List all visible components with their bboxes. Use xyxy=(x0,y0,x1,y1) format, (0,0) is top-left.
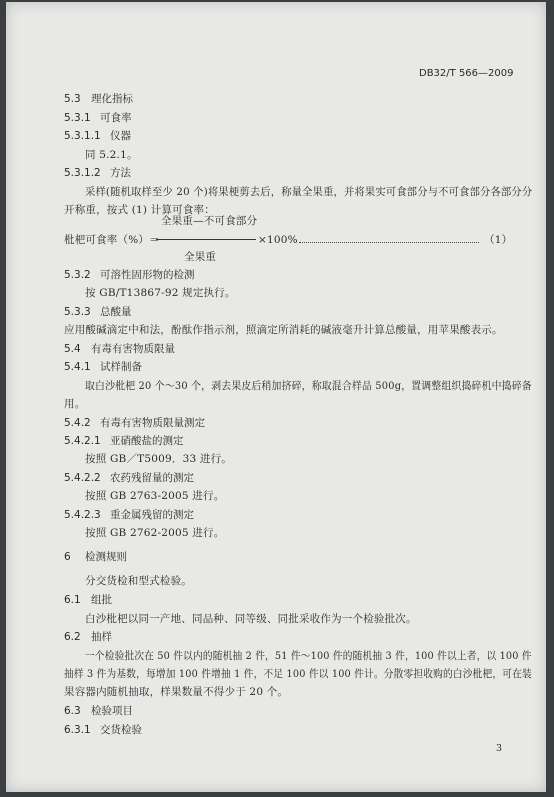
heading-6-3-1 xyxy=(64,723,142,737)
heading-title: 总酸量 xyxy=(100,306,132,318)
heading-number: 5.4 xyxy=(64,343,81,355)
paragraph: 按照 GB 2763-2005 进行。 xyxy=(85,490,225,502)
paragraph: 按 GB/T13867-92 规定执行。 xyxy=(85,287,236,299)
heading-title: 检测规则 xyxy=(85,551,127,563)
paragraph-line: 采样(随机取样至少 20 个)将果梗剪去后，称量全果重，并将果实可食部分与不可食部分各部分分 xyxy=(85,186,533,198)
heading-title: 试样制备 xyxy=(100,361,142,373)
heading-number: 5.4.2.2 xyxy=(64,472,101,484)
heading-5-4 xyxy=(64,342,175,356)
heading-title: 仪器 xyxy=(110,130,131,142)
heading-number: 6 xyxy=(64,551,71,563)
heading-6-3 xyxy=(64,704,133,718)
heading-title: 抽样 xyxy=(91,631,112,643)
heading-title: 亚硝酸盐的测定 xyxy=(110,435,184,447)
heading-title: 有毒有害物质限量 xyxy=(91,343,175,355)
heading-6-1 xyxy=(64,593,112,607)
heading-title: 理化指标 xyxy=(91,93,133,105)
paragraph: 按照 GB 2762-2005 进行。 xyxy=(85,527,225,539)
paragraph-line: 果容器内随机抽取，样果数量不得少于 20 个。 xyxy=(64,686,289,698)
heading-5-3-1-1 xyxy=(64,129,131,143)
equation-number: （1） xyxy=(484,234,513,246)
heading-5-3 xyxy=(64,92,133,106)
formula-numerator: 全果重—不可食部分 xyxy=(161,215,258,227)
paragraph: 应用酸碱滴定中和法，酚酞作指示剂，照滴定所消耗的碱液毫升计算总酸量，用苹果酸表示。 xyxy=(64,324,503,336)
paragraph-line: 开称重，按式 (1) 计算可食率： xyxy=(64,204,215,216)
page-number: 3 xyxy=(496,743,503,754)
heading-5-3-1 xyxy=(64,111,132,125)
paragraph-line: 抽样 3 件为基数，每增加 100 件增抽 1 件，不足 100 件以 100 件计。分散零担收购的白沙枇杷，可在装 xyxy=(64,668,532,680)
paragraph: 白沙枇杷以同一产地、同品种、同等级、同批采收作为一个检验批次。 xyxy=(85,613,417,625)
heading-number: 6.3 xyxy=(64,705,81,717)
heading-number: 5.3 xyxy=(64,93,81,105)
heading-number: 6.2 xyxy=(64,631,81,643)
heading-5-3-1-2 xyxy=(64,166,131,180)
heading-5-4-1 xyxy=(64,360,142,374)
paragraph-line: 用。 xyxy=(64,398,86,410)
heading-5-4-2 xyxy=(64,416,205,430)
paragraph-line: 一个检验批次在 50 件以内的随机抽 2 件，51 件～100 件的随机抽 3 件，100 件以上者，以 100 件 xyxy=(85,650,532,662)
heading-5-3-2 xyxy=(64,268,195,282)
paragraph: 同 5.2.1。 xyxy=(85,149,138,161)
heading-number: 5.4.2 xyxy=(64,417,91,429)
heading-title: 可食率 xyxy=(100,112,132,124)
heading-6-2 xyxy=(64,630,112,644)
paragraph-line: 取白沙枇杷 20 个～30 个，剥去果皮后稍加挤碎，称取混合样品 500g，置调整组织捣碎机中捣碎备 xyxy=(85,380,532,392)
heading-title: 可溶性固形物的检测 xyxy=(100,269,195,281)
formula-factor: ×100% xyxy=(258,234,298,246)
heading-title: 交货检验 xyxy=(100,724,142,736)
heading-number: 5.3.2 xyxy=(64,269,91,281)
heading-number: 5.3.1 xyxy=(64,112,91,124)
paragraph: 分交货检和型式检验。 xyxy=(85,575,192,587)
heading-number: 5.3.1.1 xyxy=(64,130,101,142)
heading-number: 5.3.1.2 xyxy=(64,167,101,179)
heading-number: 6.1 xyxy=(64,594,81,606)
heading-title: 检验项目 xyxy=(91,705,133,717)
heading-title: 有毒有害物质限量测定 xyxy=(100,417,205,429)
heading-6 xyxy=(64,550,127,564)
heading-number: 5.4.2.1 xyxy=(64,435,101,447)
heading-number: 6.3.1 xyxy=(64,724,91,736)
heading-title: 农药残留量的测定 xyxy=(110,472,194,484)
heading-number: 5.4.2.3 xyxy=(64,509,101,521)
heading-5-4-2-1 xyxy=(64,434,184,448)
dot-leader xyxy=(299,242,479,243)
heading-5-4-2-2 xyxy=(64,471,194,485)
heading-5-4-2-3 xyxy=(64,508,194,522)
heading-title: 组批 xyxy=(91,594,112,606)
heading-number: 5.3.3 xyxy=(64,306,91,318)
document-code: DB32/T 566—2009 xyxy=(419,68,514,79)
document-page xyxy=(6,2,546,792)
formula-denominator: 全果重 xyxy=(184,251,217,263)
fraction-bar xyxy=(156,239,256,240)
heading-5-3-3 xyxy=(64,305,132,319)
paragraph: 按照 GB／T5009．33 进行。 xyxy=(85,453,232,465)
heading-title: 方法 xyxy=(110,167,131,179)
formula-lhs: 枇杷可食率（%）＝ xyxy=(64,234,160,246)
heading-title: 重金属残留的测定 xyxy=(110,509,194,521)
heading-number: 5.4.1 xyxy=(64,361,91,373)
